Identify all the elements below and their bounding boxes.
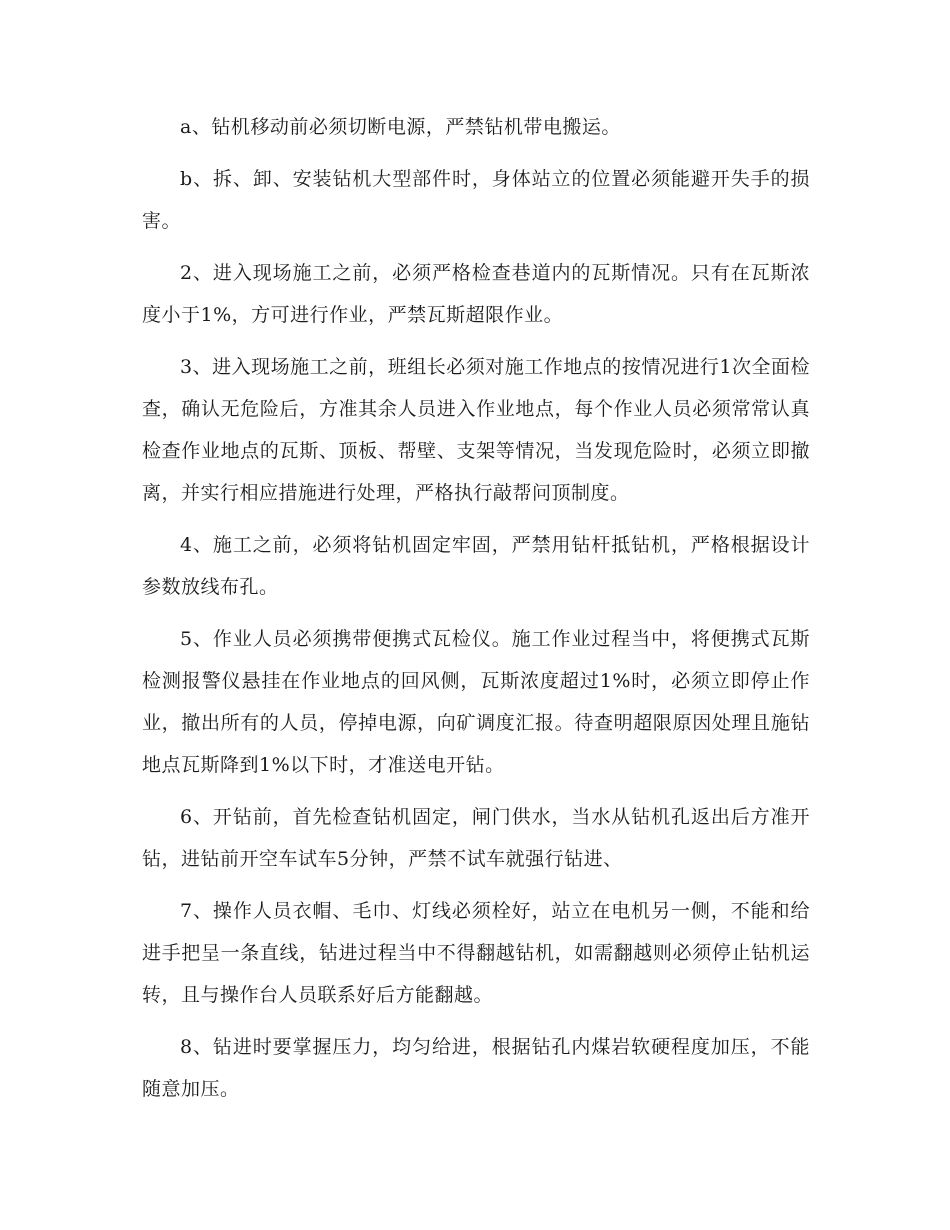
paragraph-3: 3、进入现场施工之前，班组长必须对施工作地点的按情况进行1次全面检查，确认无危险后，方准其余人员进入作业地点，每个作业人员必须常常认真检查作业地点的瓦斯、顶板、帮壁、支架等情况，当发现危险时，必须立即撤离，并实行相应措施进行处理，严格执行敲帮问顶制度。 bbox=[142, 356, 810, 504]
paragraph-7: 7、操作人员衣帽、毛巾、灯线必须栓好，站立在电机另一侧，不能和给进手把呈一条直线，钻进过程当中不得翻越钻机，如需翻越则必须停止钻机运转，且与操作台人员联系好后方能翻越。 bbox=[142, 900, 810, 1006]
paragraph-5: 5、作业人员必须携带便携式瓦检仪。施工作业过程当中，将便携式瓦斯检测报警仪悬挂在作业地点的回风侧，瓦斯浓度超过1%时，必须立即停止作业，撤出所有的人员，停掉电源，向矿调度汇报。待查明超限原因处理且施钻地点瓦斯降到1%以下时，才准送电开钻。 bbox=[142, 628, 810, 776]
paragraph-2: 2、进入现场施工之前，必须严格检查巷道内的瓦斯情况。只有在瓦斯浓度小于1%，方可进行作业，严禁瓦斯超限作业。 bbox=[142, 262, 810, 326]
paragraph-6: 6、开钻前，首先检查钻机固定，闸门供水，当水从钻机孔返出后方准开钻，进钻前开空车试车5分钟，严禁不试车就强行钻进、 bbox=[142, 806, 810, 870]
paragraph-b: b、拆、卸、安装钻机大型部件时，身体站立的位置必须能避开失手的损害。 bbox=[142, 168, 810, 232]
document-body bbox=[142, 106, 810, 1120]
paragraph-8: 8、钻进时要掌握压力，均匀给进，根据钻孔内煤岩软硬程度加压，不能随意加压。 bbox=[142, 1036, 810, 1100]
paragraph-4: 4、施工之前，必须将钻机固定牢固，严禁用钻杆抵钻机，严格根据设计参数放线布孔。 bbox=[142, 534, 810, 598]
paragraph-a: a、钻机移动前必须切断电源，严禁钻机带电搬运。 bbox=[180, 116, 621, 138]
